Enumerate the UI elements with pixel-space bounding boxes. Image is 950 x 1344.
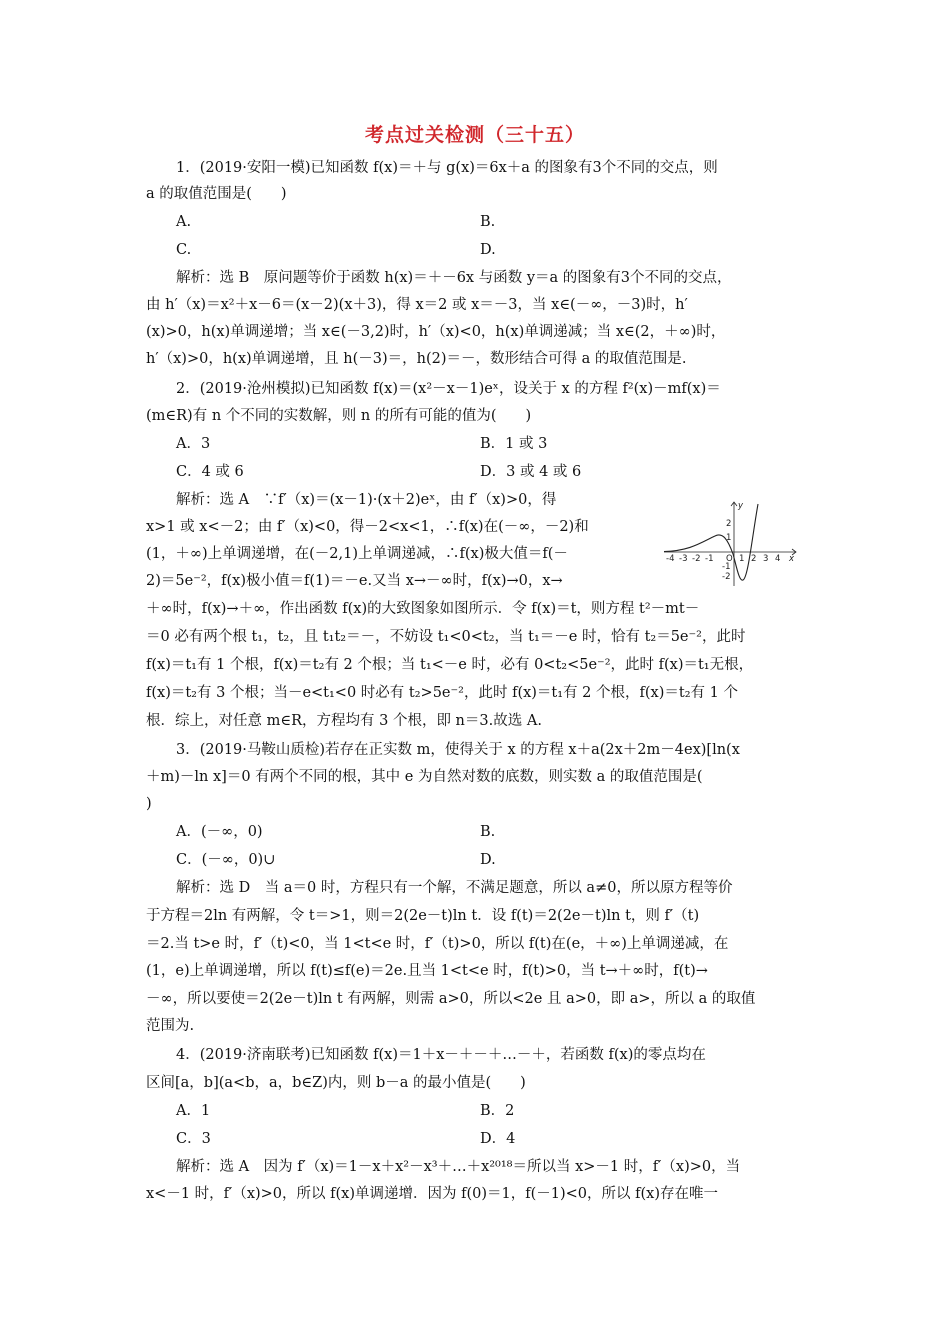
x-tick-label: 1	[739, 554, 745, 564]
page-title: 考点过关检测（三十五）	[364, 124, 585, 146]
problem-2-stem-cont: (m∈R)有 n 个不同的实数解，则 n 的所有可能的值为( )	[146, 408, 532, 424]
problem-2-solution-line: f(x)＝t₂有 3 个根；当－e<t₁<0 时必有 t₂>5e⁻²，此时 f(x)＝t₁有 2 个根，f(x)＝t₂有 1 个	[146, 685, 738, 701]
problem-1-option-c: C.	[176, 242, 192, 258]
problem-3-solution-line: (1，e)上单调递增，所以 f(t)≤f(e)＝2e.且当 1<t<e 时，f(t)>0，当 t→＋∞时，f(t)→	[146, 963, 708, 979]
x-tick-label: -3	[679, 554, 688, 564]
problem-2-solution-line: x>1 或 x<－2；由 f′（x)<0，得－2<x<1，∴f(x)在(－∞，－2)和	[146, 519, 589, 535]
problem-4-stem-cont: 区间[a，b](a<b，a，b∈Z)内，则 b－a 的最小值是( )	[146, 1075, 526, 1091]
problem-3-stem-cont: )	[146, 796, 152, 812]
origin-label: O	[726, 554, 733, 564]
problem-1-solution-line: (x)>0，h(x)单调递增；当 x∈(－3,2)时，h′（x)<0，h(x)单调递减；当 x∈(2，＋∞)时，	[146, 324, 726, 340]
x-tick-label: -2	[692, 554, 701, 564]
problem-2-solution-line: ＋∞时，f(x)→＋∞，作出函数 f(x)的大致图象如图所示．令 f(x)＝t，则方程 t²－mt－	[146, 601, 700, 617]
problem-2-solution-line: 根．综上，对任意 m∈R，方程均有 3 个根，即 n＝3.故选 A.	[146, 713, 542, 729]
problem-4-option-a: A．1	[176, 1103, 211, 1119]
problem-2-option-a: A．3	[176, 436, 211, 452]
problem-4-solution: 解析：选 A 因为 f′（x)＝1－x＋x²－x³＋…＋x²⁰¹⁸＝所以当 x>－1 时，f′（x)>0，当	[176, 1159, 741, 1175]
x-tick-label: -4	[666, 554, 675, 564]
problem-2-solution-line: ＝0 必有两个根 t₁，t₂，且 t₁t₂＝－，不妨设 t₁<0<t₂，当 t₁＝－e 时，恰有 t₂＝5e⁻²，此时	[146, 629, 746, 645]
problem-4-option-b: B．2	[480, 1103, 515, 1119]
problem-4-option-d: D．4	[480, 1131, 516, 1147]
problem-2-solution-line: (1，＋∞)上单调递增，在(－2,1)上单调递减，∴f(x)极大值＝f(－	[146, 546, 568, 562]
problem-3-solution-line: 范围为.	[146, 1018, 195, 1034]
problem-2-solution-line: f(x)＝t₁有 1 个根，f(x)＝t₂有 2 个根；当 t₁<－e 时，必有 0<t₂<5e⁻²，此时 f(x)＝t₁无根，	[146, 657, 754, 673]
problem-2-solution: 解析：选 A ∵f′（x)＝(x－1)·(x＋2)eˣ，由 f′（x)>0，得	[176, 492, 557, 508]
problem-1-option-a: A.	[176, 214, 192, 230]
curve-f	[664, 504, 758, 580]
problem-2-option-b: B．1 或 3	[480, 436, 548, 452]
problem-3-stem: 3．(2019·马鞍山质检)若存在正实数 m，使得关于 x 的方程 x＋a(2x＋2m－4ex)[ln(x	[176, 742, 740, 758]
problem-1-solution: 解析：选 B 原问题等价于函数 h(x)＝＋－6x 与函数 y＝a 的图象有3个不同的交点，	[176, 270, 732, 286]
problem-3-stem-cont: ＋m)－ln x]＝0 有两个不同的根，其中 e 为自然对数的底数，则实数 a 的取值范围是(	[146, 769, 703, 785]
x-tick-label: 4	[775, 554, 781, 564]
problem-4-solution-line: x<－1 时，f′（x)>0，所以 f(x)单调递增．因为 f(0)＝1，f(－1)<0，所以 f(x)存在唯一	[146, 1186, 718, 1202]
problem-1-solution-line: h′（x)>0，h(x)单调递增，且 h(－3)＝，h(2)＝－，数形结合可得 a 的取值范围是.	[146, 351, 687, 367]
problem-3-solution-line: ＝2.当 t>e 时，f′（t)<0，当 1<t<e 时，f′（t)>0，所以 f(t)在(e，＋∞)上单调递减，在	[146, 936, 729, 952]
y-axis-name: y	[738, 501, 744, 511]
y-tick-label: -1	[722, 562, 731, 572]
x-tick-label: 2	[751, 554, 757, 564]
problem-3-solution: 解析：选 D 当 a＝0 时，方程只有一个解，不满足题意，所以 a≠0，所以原方程等价	[176, 880, 733, 896]
problem-1-option-d: D.	[480, 242, 496, 258]
x-tick-label: -1	[705, 554, 714, 564]
problem-2-option-c: C．4 或 6	[176, 464, 244, 480]
problem-2-solution-line: 2)＝5e⁻²，f(x)极小值＝f(1)＝－e.又当 x→－∞时，f(x)→0，x→	[146, 573, 563, 589]
y-tick-label: 1	[726, 533, 732, 543]
y-tick-label: -2	[722, 572, 731, 582]
x-axis-name: x	[789, 554, 795, 564]
problem-3-option-a: A．(－∞，0)	[176, 824, 263, 840]
problem-1-option-b: B.	[480, 214, 496, 230]
problem-2-option-d: D．3 或 4 或 6	[480, 464, 582, 480]
function-graph	[660, 498, 800, 588]
problem-3-option-d: D.	[480, 852, 496, 868]
problem-1-solution-line: 由 h′（x)＝x²＋x－6＝(x－2)(x＋3)，得 x＝2 或 x＝－3，当 x∈(－∞，－3)时，h′	[146, 297, 688, 313]
problem-2-stem: 2．(2019·沧州模拟)已知函数 f(x)＝(x²－x－1)eˣ，设关于 x 的方程 f²(x)－mf(x)＝	[176, 381, 721, 397]
x-tick-label: 3	[763, 554, 769, 564]
y-tick-label: 2	[726, 519, 732, 529]
problem-1-stem: 1．(2019·安阳一模)已知函数 f(x)＝＋与 g(x)＝6x＋a 的图象有3个不同的交点，则	[176, 160, 718, 176]
problem-4-stem: 4．(2019·济南联考)已知函数 f(x)＝1＋x－＋－＋…－＋，若函数 f(x)的零点均在	[176, 1047, 706, 1063]
problem-3-option-b: B.	[480, 824, 496, 840]
problem-3-solution-line: －∞，所以要使＝2(2e－t)ln t 有两解，则需 a>0，所以<2e 且 a>0，即 a>，所以 a 的取值	[146, 991, 756, 1007]
problem-3-solution-line: 于方程＝2ln 有两解，令 t＝>1，则＝2(2e－t)ln t．设 f(t)＝2(2e－t)ln t，则 f′（t)	[146, 908, 700, 924]
problem-1-stem-cont: a 的取值范围是( )	[146, 186, 287, 202]
problem-3-option-c: C．(－∞，0)∪	[176, 852, 276, 868]
problem-4-option-c: C．3	[176, 1131, 211, 1147]
